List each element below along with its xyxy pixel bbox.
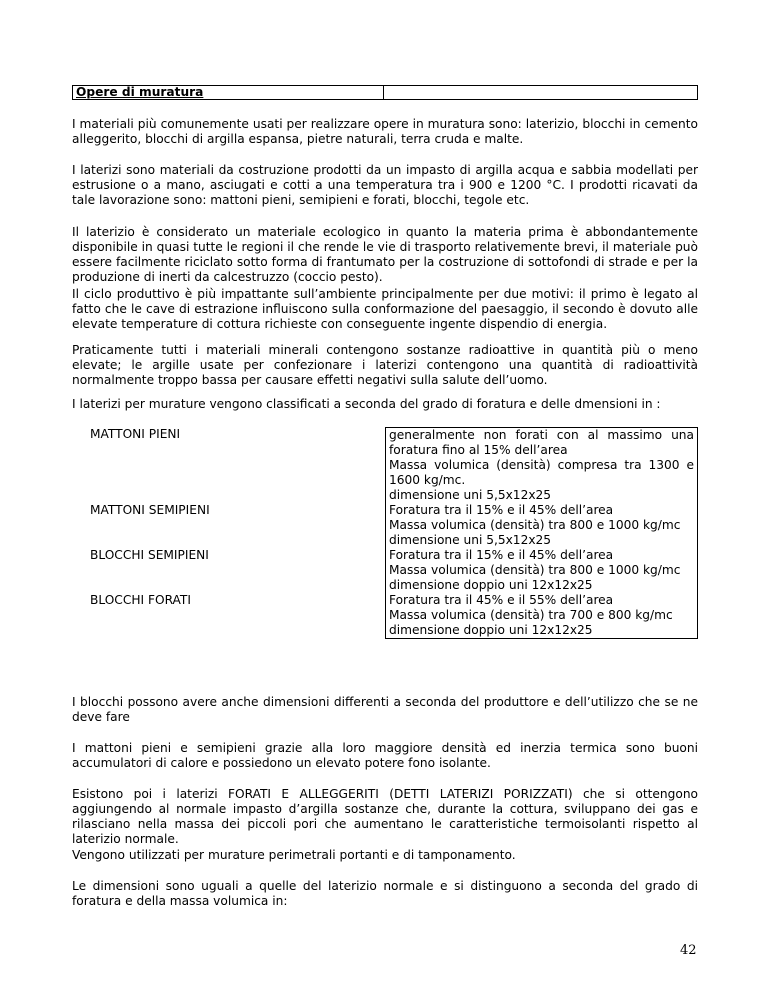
paragraph-laterizi: I laterizi sono materiali da costruzione prodotti da un impasto di argilla acqua e sabbia modellati per estrusione o a mano, asciugati e cotti a una temperatura tra i 900 e 1200 °C. I prodotti ricavati da tale lavorazione sono: mattoni pieni, semipieni e forati, blocchi, tegole etc. (72, 163, 698, 207)
paragraph-materials: I materiali più comunemente usati per realizzare opere in muratura sono: laterizio, blocchi in cemento alleggerito, blocchi di argilla espansa, pietre naturali, terra cruda e malte. (72, 117, 698, 146)
description-line: Foratura tra il 45% e il 55% dell’area (389, 593, 614, 607)
paragraph-utilizzo: Vengono utilizzati per murature perimetrali portanti e di tamponamento. (72, 848, 516, 862)
description-line: dimensione doppio uni 12x12x25 (389, 623, 593, 637)
table-cell-description (385, 593, 698, 639)
paragraph-ecologico: Il laterizio è considerato un materiale ecologico in quanto la materia prima è abbondantemente disponibile in quasi tutte le regioni il che rende le vie di trasporto relativemente brevi, il materiale può essere facilmente riciclato sotto forma di frantumato per la costruzione di sottofondi di strade e per la produzione di inerti da calcestruzzo (coccio pesto). (72, 225, 698, 284)
table-row (90, 548, 698, 593)
table-cell-description (385, 548, 698, 593)
table-row (90, 427, 698, 503)
paragraph-ciclo-produttivo: Il ciclo produttivo è più impattante sull’ambiente principalmente per due motivi: il primo è legato al fatto che le cave di estrazione influiscono sulla conformazione del paesaggio, il secondo è dovuto alle elevate temperature di cottura richieste con conseguente ingente dispendio di energia. (72, 287, 698, 331)
paragraph-classificazione: I laterizi per murature vengono classificati a seconda del grado di foratura e delle dmensioni in : (72, 397, 661, 411)
description-line: Foratura tra il 15% e il 45% dell’area (389, 548, 614, 562)
paragraph-radioattivita: Praticamente tutti i materiali minerali contengono sostanze radioattive in quantità più o meno elevate; le argille usate per confezionare i laterizi contengono una quantità di radioattività normalmente troppo bassa per causare effetti negativi sulla salute dell’uomo. (72, 343, 698, 387)
description-line: Massa volumica (densità) tra 800 e 1000 kg/mc (389, 563, 681, 577)
table-cell-description (385, 427, 698, 503)
table-cell-type: MATTONI PIENI (90, 427, 181, 441)
table-row (90, 593, 698, 639)
page-number: 42 (680, 943, 697, 958)
table-cell-description (385, 503, 698, 548)
paragraph-dimensioni: Le dimensioni sono uguali a quelle del laterizio normale e si distinguono a seconda del grado di foratura e della massa volumica in: (72, 879, 698, 908)
description-line: dimensione doppio uni 12x12x25 (389, 578, 593, 592)
paragraph-mattoni-pieni: I mattoni pieni e semipieni grazie alla loro maggiore densità ed inerzia termica sono buoni accumulatori di calore e possiedono un elevato potere fono isolante. (72, 741, 698, 770)
classification-table (90, 427, 698, 639)
description-line: dimensione uni 5,5x12x25 (389, 533, 552, 547)
section-title: Opere di muratura (73, 86, 384, 99)
description-line: Foratura tra il 15% e il 45% dell’area (389, 503, 614, 517)
section-header-table (72, 85, 698, 100)
description-line: dimensione uni 5,5x12x25 (389, 488, 552, 502)
section-header-empty-cell (384, 86, 697, 99)
description-line: Massa volumica (densità) compresa tra 1300 e 1600 kg/mc. (389, 458, 694, 487)
paragraph-porizzati: Esistono poi i laterizi FORATI E ALLEGGERITI (DETTI LATERIZI PORIZZATI) che si ottengono aggiungendo al normale impasto d’argilla sostanze che, durante la cottura, sviluppano dei gas e rilasciano nella massa dei piccoli pori che aumentano le caratteristiche termoisolanti rispetto al laterizio normale. (72, 787, 698, 846)
table-cell-type: BLOCCHI FORATI (90, 593, 191, 607)
paragraph-blocchi: I blocchi possono avere anche dimensioni differenti a seconda del produttore e dell’utilizzo che se ne deve fare (72, 695, 698, 724)
table-cell-type: BLOCCHI SEMIPIENI (90, 548, 209, 562)
description-line: Massa volumica (densità) tra 800 e 1000 kg/mc (389, 518, 681, 532)
description-line: generalmente non forati con al massimo una foratura fino al 15% dell’area (389, 428, 694, 457)
description-line: Massa volumica (densità) tra 700 e 800 kg/mc (389, 608, 673, 622)
table-cell-type: MATTONI SEMIPIENI (90, 503, 210, 517)
table-row (90, 503, 698, 548)
